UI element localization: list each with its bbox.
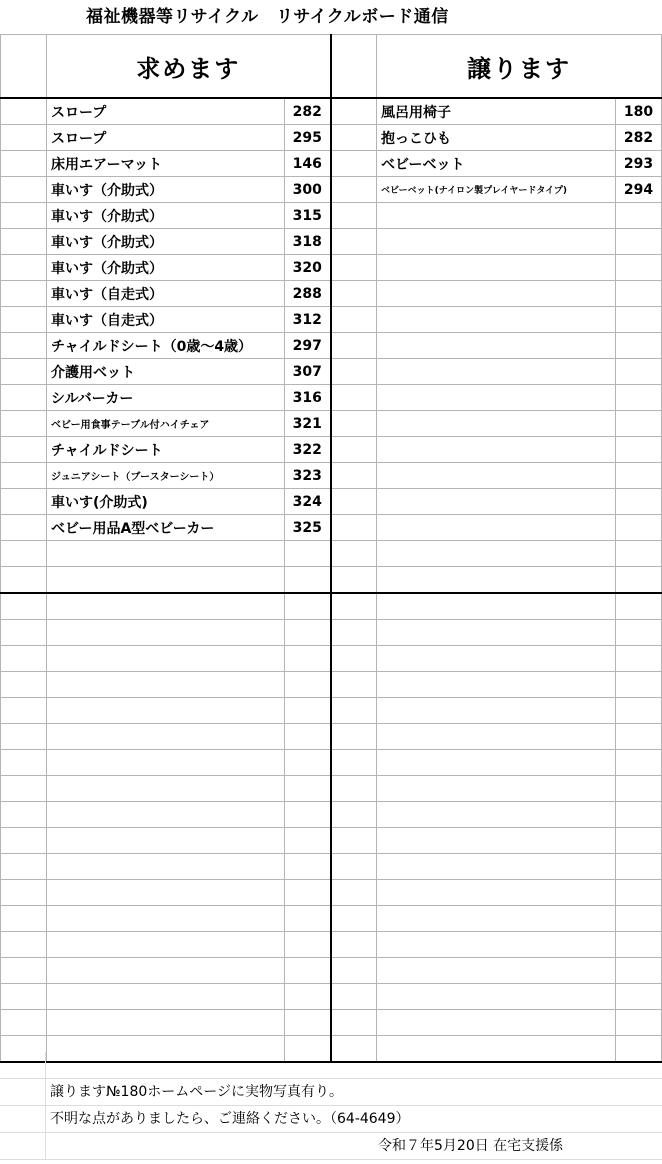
header-blank-cell: [1, 35, 47, 99]
want-item-number: 318: [285, 229, 331, 255]
table-row: [1, 541, 662, 567]
want-item-number: [285, 646, 331, 672]
want-item-number: 307: [285, 359, 331, 385]
blank-cell: [1, 229, 47, 255]
blank-cell: [331, 802, 377, 828]
give-item-name: [377, 958, 616, 984]
table-header-row: [1, 35, 662, 99]
blank-cell: [331, 489, 377, 515]
give-item-number: [616, 359, 662, 385]
give-item-number: 180: [616, 98, 662, 125]
blank-cell: [331, 541, 377, 567]
blank-cell: [331, 828, 377, 854]
give-item-name: [377, 567, 616, 594]
want-item-name: スロープ: [47, 98, 285, 125]
blank-cell: [1, 307, 47, 333]
give-item-name: [377, 541, 616, 567]
table-row: [1, 593, 662, 620]
give-item-name: [377, 333, 616, 359]
want-item-name: [47, 802, 285, 828]
want-item-number: [285, 906, 331, 932]
want-item-number: 316: [285, 385, 331, 411]
give-item-number: [616, 724, 662, 750]
give-item-name: [377, 672, 616, 698]
want-item-number: 315: [285, 203, 331, 229]
table-row: [1, 411, 662, 437]
blank-cell: [1, 906, 47, 932]
want-item-name: 車いす（介助式）: [47, 229, 285, 255]
want-item-name: [47, 880, 285, 906]
give-item-number: [616, 385, 662, 411]
give-item-name: [377, 906, 616, 932]
table-row: [1, 984, 662, 1010]
want-item-name: [47, 646, 285, 672]
table-row: [1, 646, 662, 672]
blank-cell: [331, 385, 377, 411]
blank-cell: [331, 984, 377, 1010]
table-row: [1, 802, 662, 828]
table-row: [1, 255, 662, 281]
want-item-name: [47, 567, 285, 594]
table-row: [1, 281, 662, 307]
want-item-name: チャイルドシート: [47, 437, 285, 463]
give-item-number: [616, 672, 662, 698]
blank-cell: [331, 151, 377, 177]
give-item-number: [616, 255, 662, 281]
table-row: [1, 203, 662, 229]
give-item-name: [377, 437, 616, 463]
table-row: [1, 620, 662, 646]
blank-cell: [1, 984, 47, 1010]
give-item-number: [616, 593, 662, 620]
give-item-name: [377, 802, 616, 828]
want-item-number: 320: [285, 255, 331, 281]
give-item-number: [616, 698, 662, 724]
blank-cell: [1, 281, 47, 307]
blank-cell: [331, 125, 377, 151]
table-row: [1, 98, 662, 125]
blank-cell: [331, 515, 377, 541]
want-item-number: [285, 724, 331, 750]
give-item-name: [377, 359, 616, 385]
give-item-name: [377, 411, 616, 437]
blank-cell: [1, 437, 47, 463]
give-item-number: [616, 307, 662, 333]
blank-cell: [331, 880, 377, 906]
want-item-name: [47, 724, 285, 750]
want-column-header: 求めます: [47, 35, 331, 99]
want-item-number: [285, 620, 331, 646]
give-item-name: [377, 463, 616, 489]
want-item-number: 288: [285, 281, 331, 307]
want-item-number: 323: [285, 463, 331, 489]
blank-cell: [1, 828, 47, 854]
blank-cell: [1, 411, 47, 437]
want-item-name: [47, 958, 285, 984]
give-item-number: [616, 515, 662, 541]
blank-cell: [1, 385, 47, 411]
table-row: [1, 932, 662, 958]
want-item-number: [285, 880, 331, 906]
recycle-board-table: [0, 34, 662, 1063]
want-item-number: [285, 984, 331, 1010]
want-item-number: 325: [285, 515, 331, 541]
want-item-name: [47, 620, 285, 646]
table-row: [1, 333, 662, 359]
want-item-name: [47, 1010, 285, 1036]
table-row: [1, 1010, 662, 1036]
blank-cell: [1, 489, 47, 515]
give-item-name: [377, 255, 616, 281]
want-item-number: [285, 593, 331, 620]
give-item-name: [377, 698, 616, 724]
give-item-number: 293: [616, 151, 662, 177]
blank-cell: [1, 698, 47, 724]
give-item-number: [616, 932, 662, 958]
want-item-name: ベビー用食事テーブル付ハイチェア: [47, 411, 285, 437]
want-item-name: 車いす(介助式): [47, 489, 285, 515]
want-item-name: [47, 750, 285, 776]
give-item-number: [616, 567, 662, 594]
want-item-name: 床用エアーマット: [47, 151, 285, 177]
blank-cell: [1, 515, 47, 541]
table-row: [1, 724, 662, 750]
want-item-name: [47, 593, 285, 620]
give-item-number: [616, 880, 662, 906]
table-row: [1, 229, 662, 255]
blank-cell: [1, 620, 47, 646]
blank-cell: [1, 463, 47, 489]
blank-cell: [1, 255, 47, 281]
want-item-number: [285, 567, 331, 594]
want-item-number: [285, 854, 331, 880]
want-item-number: 324: [285, 489, 331, 515]
want-item-name: [47, 854, 285, 880]
give-item-name: [377, 724, 616, 750]
blank-cell: [331, 98, 377, 125]
blank-cell: [331, 698, 377, 724]
want-item-number: [285, 802, 331, 828]
table-row: [1, 567, 662, 594]
table-row: [1, 958, 662, 984]
blank-cell: [1, 646, 47, 672]
table-row: [1, 489, 662, 515]
want-item-number: 297: [285, 333, 331, 359]
give-item-number: 282: [616, 125, 662, 151]
table-row: [1, 125, 662, 151]
blank-cell: [1, 1010, 47, 1036]
give-item-name: [377, 515, 616, 541]
give-item-number: [616, 1010, 662, 1036]
blank-cell: [1, 724, 47, 750]
give-item-number: [616, 620, 662, 646]
want-item-name: [47, 828, 285, 854]
want-item-name: スロープ: [47, 125, 285, 151]
blank-cell: [331, 1010, 377, 1036]
give-item-name: [377, 593, 616, 620]
blank-cell: [1, 880, 47, 906]
give-item-number: [616, 333, 662, 359]
want-item-number: [285, 958, 331, 984]
give-item-number: [616, 906, 662, 932]
blank-cell: [331, 646, 377, 672]
blank-cell: [331, 177, 377, 203]
want-item-name: [47, 984, 285, 1010]
want-item-name: [47, 932, 285, 958]
want-item-number: 295: [285, 125, 331, 151]
give-item-name: [377, 984, 616, 1010]
blank-cell: [1, 750, 47, 776]
give-item-name: [377, 1010, 616, 1036]
give-item-number: [616, 411, 662, 437]
give-item-name: [377, 828, 616, 854]
give-item-name: [377, 750, 616, 776]
blank-cell: [1, 567, 47, 594]
blank-cell: [1, 541, 47, 567]
give-item-name: [377, 646, 616, 672]
blank-cell: [331, 333, 377, 359]
want-item-name: チャイルドシート（0歳～4歳）: [47, 333, 285, 359]
want-item-number: [285, 750, 331, 776]
give-item-number: [616, 437, 662, 463]
want-item-number: [285, 541, 331, 567]
want-item-number: 300: [285, 177, 331, 203]
blank-cell: [1, 776, 47, 802]
want-item-name: ベビー用品A型ベビーカー: [47, 515, 285, 541]
table-row: [1, 698, 662, 724]
want-item-number: [285, 672, 331, 698]
table-row: [1, 437, 662, 463]
give-item-number: [616, 646, 662, 672]
give-item-name: [377, 307, 616, 333]
give-item-number: [616, 958, 662, 984]
blank-cell: [331, 437, 377, 463]
table-row: [1, 359, 662, 385]
blank-cell: [331, 229, 377, 255]
give-item-number: [616, 750, 662, 776]
blank-cell: [331, 593, 377, 620]
table-row: [1, 307, 662, 333]
blank-cell: [331, 307, 377, 333]
table-row: [1, 776, 662, 802]
table-row: [1, 672, 662, 698]
give-item-name: [377, 489, 616, 515]
blank-cell: [331, 906, 377, 932]
blank-cell: [1, 932, 47, 958]
blank-cell: [331, 567, 377, 594]
give-item-number: [616, 229, 662, 255]
blank-cell: [331, 854, 377, 880]
want-item-number: [285, 932, 331, 958]
want-item-number: 322: [285, 437, 331, 463]
give-item-number: [616, 776, 662, 802]
give-item-name: 抱っこひも: [377, 125, 616, 151]
want-item-name: 車いす（介助式）: [47, 255, 285, 281]
blank-cell: [1, 593, 47, 620]
table-row: [1, 515, 662, 541]
want-item-name: [47, 541, 285, 567]
footer: [0, 1052, 662, 1160]
want-item-name: [47, 672, 285, 698]
want-item-number: 321: [285, 411, 331, 437]
blank-cell: [1, 359, 47, 385]
blank-cell: [1, 672, 47, 698]
give-column-header: 譲ります: [377, 35, 662, 99]
want-item-number: 282: [285, 98, 331, 125]
table-row: [1, 385, 662, 411]
footer-date-department: 令和７年5月20日 在宅支援係: [378, 1138, 564, 1154]
give-item-number: [616, 828, 662, 854]
want-item-number: [285, 1010, 331, 1036]
give-item-name: [377, 932, 616, 958]
want-item-number: [285, 776, 331, 802]
want-item-name: 車いす（自走式）: [47, 307, 285, 333]
blank-cell: [1, 98, 47, 125]
want-item-number: 312: [285, 307, 331, 333]
give-item-number: [616, 802, 662, 828]
blank-cell: [1, 203, 47, 229]
want-item-number: 146: [285, 151, 331, 177]
want-item-name: 車いす（介助式）: [47, 203, 285, 229]
table-row: [1, 906, 662, 932]
table-row: [1, 463, 662, 489]
blank-cell: [1, 151, 47, 177]
want-item-name: 車いす（自走式）: [47, 281, 285, 307]
give-item-name: ベビーベット: [377, 151, 616, 177]
give-item-name: [377, 620, 616, 646]
footer-note-contact: 不明な点がありましたら、ご連絡ください。（64-4649）: [50, 1111, 410, 1127]
table-row: [1, 854, 662, 880]
header-blank-cell: [331, 35, 377, 99]
give-item-number: [616, 463, 662, 489]
want-item-name: ジュニアシート（ブースターシート）: [47, 463, 285, 489]
want-item-name: 車いす（介助式）: [47, 177, 285, 203]
blank-cell: [1, 333, 47, 359]
table-row: [1, 750, 662, 776]
blank-cell: [1, 854, 47, 880]
give-item-number: [616, 203, 662, 229]
give-item-name: 風呂用椅子: [377, 98, 616, 125]
give-item-name: [377, 776, 616, 802]
give-item-name: [377, 880, 616, 906]
blank-cell: [331, 359, 377, 385]
blank-cell: [1, 802, 47, 828]
blank-cell: [1, 958, 47, 984]
want-item-number: [285, 828, 331, 854]
give-item-number: [616, 541, 662, 567]
give-item-number: [616, 984, 662, 1010]
want-item-name: [47, 906, 285, 932]
blank-cell: [1, 177, 47, 203]
want-item-name: シルバーカー: [47, 385, 285, 411]
give-item-name: [377, 385, 616, 411]
give-item-number: [616, 281, 662, 307]
table-row: [1, 151, 662, 177]
blank-cell: [331, 620, 377, 646]
blank-cell: [331, 203, 377, 229]
blank-cell: [331, 463, 377, 489]
give-item-number: [616, 489, 662, 515]
footer-note-photo: 譲ります№180ホームページに実物写真有り。: [50, 1084, 344, 1100]
give-item-name: [377, 229, 616, 255]
give-item-number: 294: [616, 177, 662, 203]
give-item-name: [377, 281, 616, 307]
blank-cell: [331, 958, 377, 984]
table-row: [1, 880, 662, 906]
blank-cell: [331, 281, 377, 307]
blank-cell: [331, 672, 377, 698]
want-item-number: [285, 698, 331, 724]
blank-cell: [1, 125, 47, 151]
blank-cell: [331, 776, 377, 802]
give-item-name: ベビーベット(ナイロン製プレイヤードタイプ): [377, 177, 616, 203]
table-row: [1, 828, 662, 854]
page-title: 福祉機器等リサイクル リサイクルボード通信: [86, 7, 449, 27]
want-item-name: [47, 776, 285, 802]
blank-cell: [331, 932, 377, 958]
give-item-name: [377, 854, 616, 880]
give-item-number: [616, 854, 662, 880]
give-item-name: [377, 203, 616, 229]
blank-cell: [331, 724, 377, 750]
table-row: [1, 177, 662, 203]
want-item-name: [47, 698, 285, 724]
want-item-name: 介護用ベット: [47, 359, 285, 385]
blank-cell: [331, 411, 377, 437]
blank-cell: [331, 255, 377, 281]
blank-cell: [331, 750, 377, 776]
